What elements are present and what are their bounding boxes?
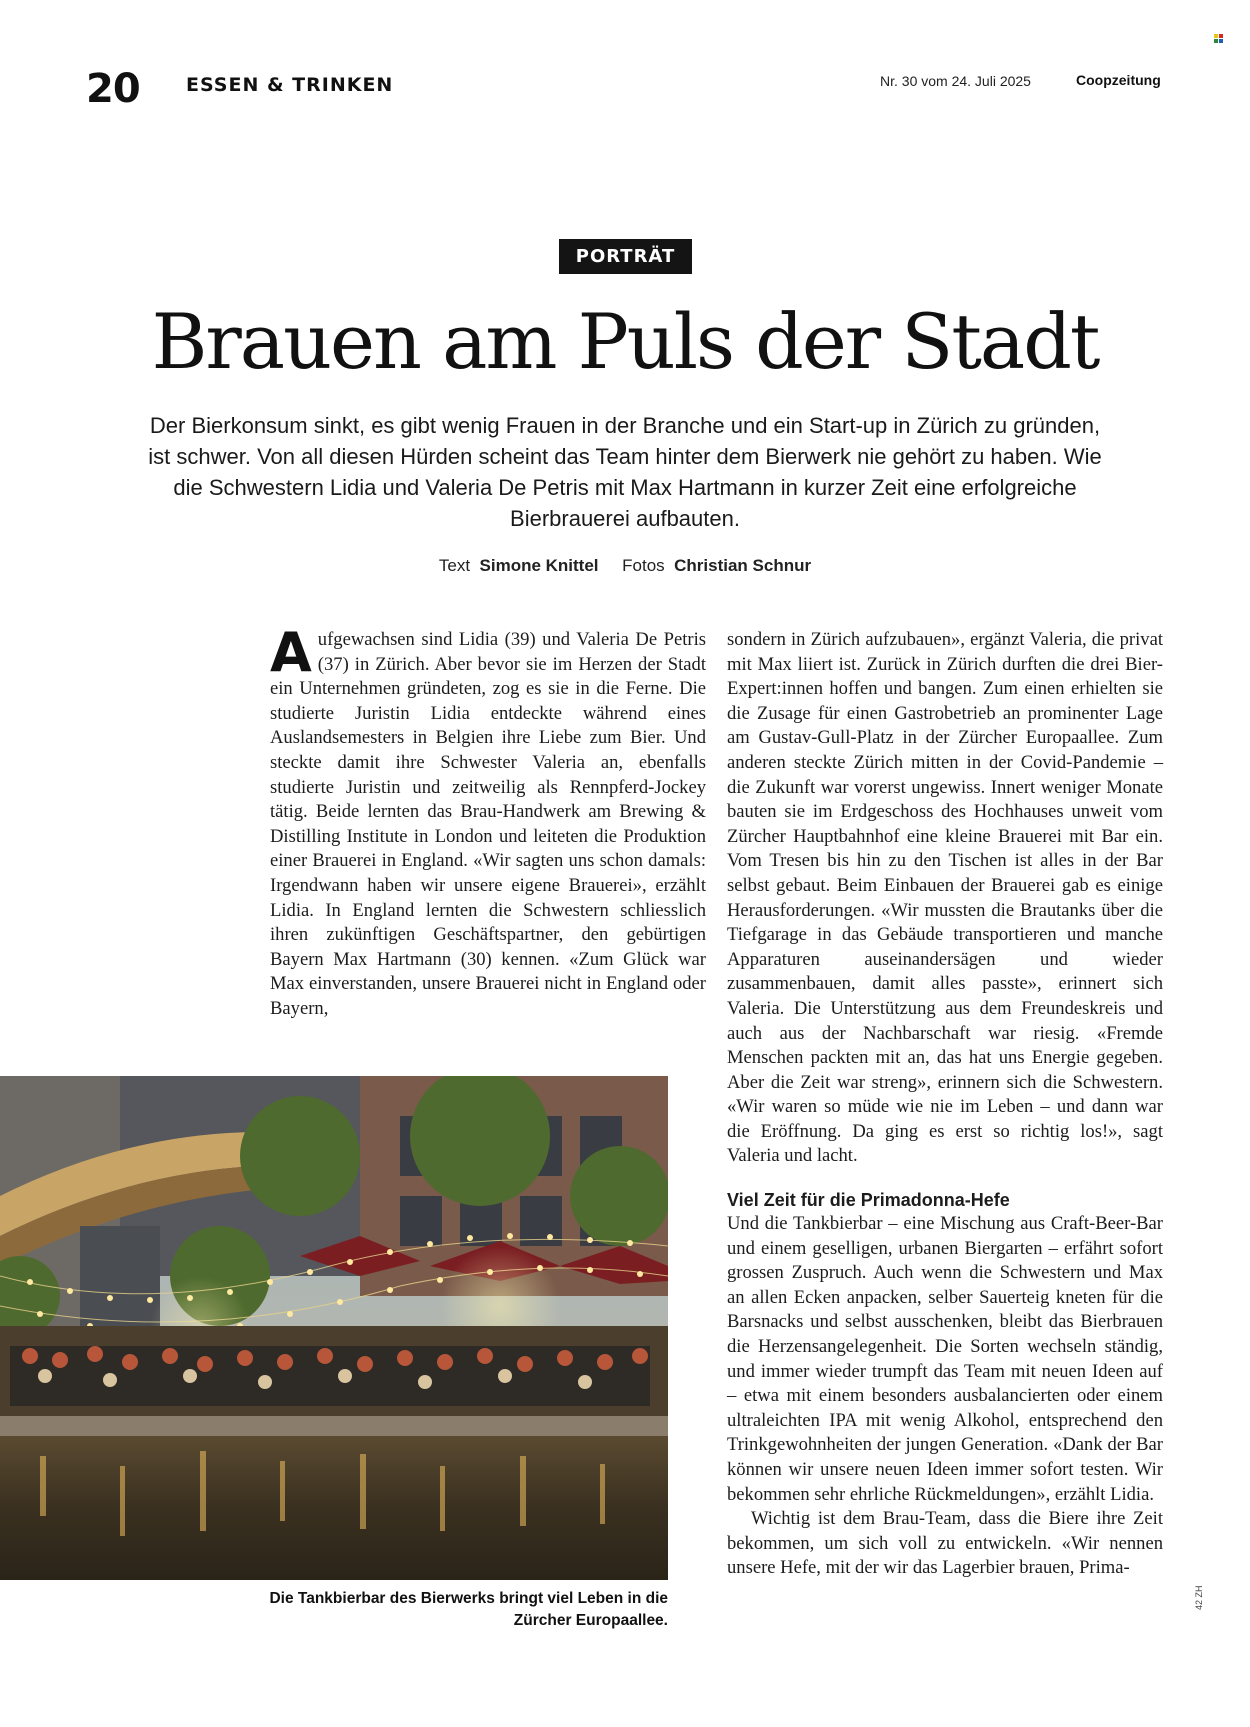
body-paragraph: Wichtig ist dem Brau-Team, dass die Biere ihre Zeit bekommen, um sich voll zu entwickeln. «Wir nennen unsere Hefe, mit der wir das Lagerbier brauen, Prima- [727,1508,1163,1579]
body-column-right [727,628,1163,1581]
edition-code: 42 ZH [1194,1585,1204,1610]
page-number: 20 [86,66,140,112]
body-column-left [270,621,706,1022]
body-paragraph [270,621,706,1022]
subheading: Viel Zeit für die Primadonna-Hefe [727,1190,1010,1211]
drop-cap: A [270,621,312,684]
section-title: ESSEN & TRINKEN [186,74,394,96]
body-paragraph: Und die Tankbierbar – eine Mischung aus Craft-Beer-Bar und einem geselligen, urbanen Biergarten – erfährt sofort grossen Zuspruch. Auch wenn die Schwestern und Max an allen Ecken anpacken, selber Sauerteig kneten für die Barsnacks und selbst ausschenken, bleibt das Bierbrauen die Herzensangelegenheit. Die Sorten wechseln ständig, und immer wieder trumpft das Team mit neuen Ideen auf – etwa mit einem besonders ausbalancierten oder einem ultraleichten IPA mit wenig Alkohol, entsprechend den Trinkgewohnheiten der jungen Generation. «Dank der Bar können wir unsere neuen Ideen immer sofort testen. Wir bekommen sehr ehrliche Rückmeldungen», erzählt Lidia. [727,1213,1163,1505]
photo-label: Fotos [622,556,665,575]
photo-author: Christian Schnur [674,556,812,575]
kicker-badge: PORTRÄT [559,239,692,274]
headline: Brauen am Puls der Stadt [151,297,1099,386]
publication-name: Coopzeitung [1076,72,1161,88]
text-author: Simone Knittel [479,556,599,575]
text-label: Text [438,556,471,575]
byline [0,556,1250,576]
article-photo [0,1076,668,1580]
body-paragraph: sondern in Zürich aufzubauen», ergänzt Valeria, die privat mit Max liiert ist. Zurück in Zürich durften die drei Bier-Expert:innen hoffen und bangen. Zum einen erhielten sie die Zusage für einen Gastrobetrieb an prominenter Lage am Gustav-Gull-Platz in der Zürcher Europaallee. Zum anderen steckte Zürich mitten in der Covid-Pandemie – die Zukunft war vorerst ungewiss. Innert weniger Monate bauten sie im Erdgeschoss des Hochhauses unweit vom Zürcher Hauptbahnhof eine kleine Brauerei mit Bar ein. Vom Tresen bis hin zu den Tischen ist alles in der Bar selbst gebaut. Beim Einbauen der Brauerei gab es einige Herausforderungen. «Wir mussten die Brautanks über die Tiefgarage in das Gebäude transportieren und manche Apparaturen auseinandersägen und wieder zusammenbauen, damit alles passte», erinnert sich Valeria. Die Unterstützung aus dem Freundeskreis und auch aus der Nachbarschaft war riesig. «Fremde Menschen packten mit an, das hat uns Energie gegeben. Aber die Zeit war streng», erinnern sich die Schwestern. «Wir waren so müde wie nie im Leben – und dann war die Eröffnung. Da ging es erst so richtig los!», sagt Valeria und lacht. [727,629,1163,1167]
issue-date: Nr. 30 vom 24. Juli 2025 [880,73,1031,89]
color-marks-icon [1214,34,1223,43]
paragraph-text: ufgewachsen sind Lidia (39) und Valeria De Petris (37) in Zürich. Aber bevor sie im Herzen der Stadt ein Unternehmen gründeten, zog es sie in die Ferne. Die studierte Juristin Lidia entdeckte während eines Auslandsemesters in Belgien ihre Liebe zum Bier. Und steckte damit ihre Schwester Valeria an, ebenfalls studierte Juristin und zeitweilig als Rennpferd-Jockey tätig. Beide lernten das Brau-Handwerk am Brewing & Distilling Institute in London und leiteten die Produktion einer Brauerei in England. «Wir sagten uns schon damals: Irgendwann haben wir unsere eigene Brauerei», erzählt Lidia. In England lernten die Schwestern schliesslich ihren zukünftigen Geschäftspartner, den gebürtigen Bayern Max Hartmann (30) kennen. «Zum Glück war Max einverstanden, unsere Brauerei nicht in England oder Bayern, [270,629,706,1019]
lead-paragraph: Der Bierkonsum sinkt, es gibt wenig Frauen in der Branche und ein Start-up in Zürich zu gründen, ist schwer. Von all diesen Hürden scheint das Team hinter dem Bierwerk nie gehört zu haben. Wie die Schwestern Lidia und Valeria De Petris mit Max Hartmann in kurzer Zeit eine erfolgreiche Bierbrauerei aufbauten. [148,413,1102,531]
photo-caption: Die Tankbierbar des Bierwerks bringt viel Leben in die Zürcher Europaallee. [269,1590,668,1629]
photo-illustration [0,1076,668,1580]
